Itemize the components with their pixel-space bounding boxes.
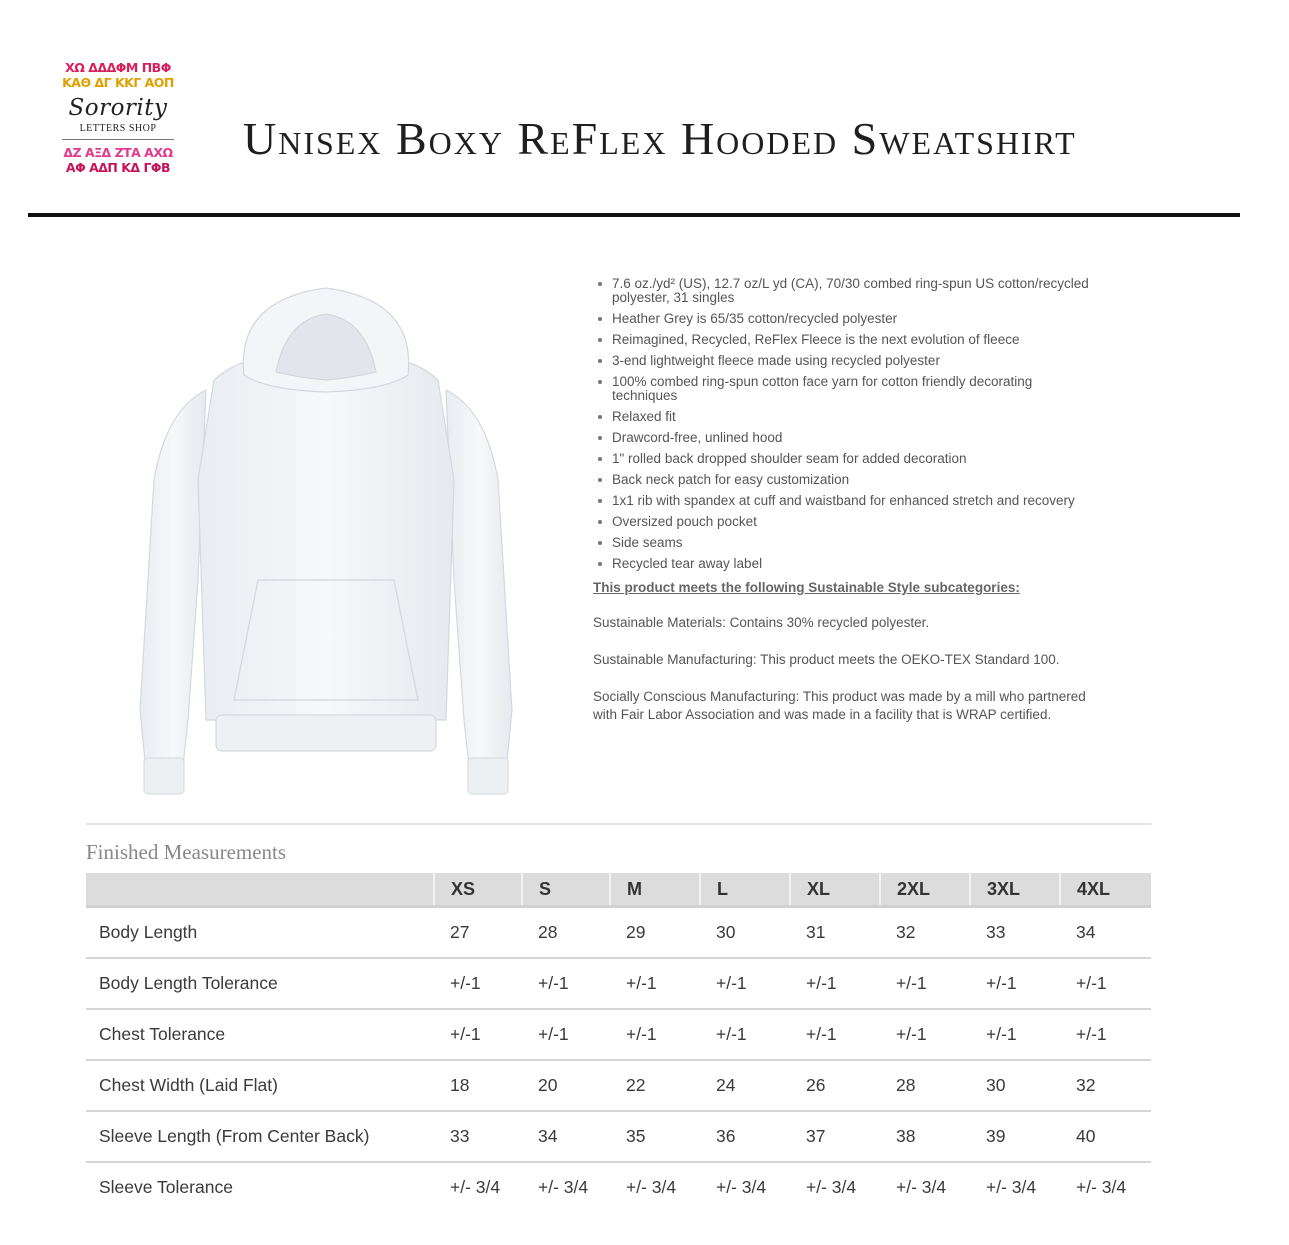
cell: +/- 3/4 <box>538 1177 589 1197</box>
cell: 28 <box>522 907 610 959</box>
row-label: Sleeve Tolerance <box>99 1177 233 1197</box>
cell: +/- 3/4 <box>626 1177 677 1197</box>
feature-item: Relaxed fit <box>612 410 1093 424</box>
cell: +/-1 <box>434 1009 522 1060</box>
logo-divider <box>62 139 174 140</box>
cell: +/-1 <box>880 958 970 1009</box>
header-divider <box>28 213 1240 217</box>
feature-item: Back neck patch for easy customization <box>612 473 1093 487</box>
cell: 29 <box>610 907 700 959</box>
cell: 32 <box>1060 1060 1151 1111</box>
cell: 35 <box>610 1111 700 1162</box>
cell: +/-1 <box>610 958 700 1009</box>
cell: 34 <box>1060 907 1151 959</box>
logo-greek-top-2: ΚΑΘ ΔΓ ΚΚΓ ΑΟΠ <box>62 75 174 90</box>
cell: 36 <box>700 1111 790 1162</box>
section-divider <box>86 823 1151 825</box>
size-header: XS <box>434 873 522 907</box>
cell: +/- 3/4 <box>986 1177 1037 1197</box>
feature-item: 7.6 oz./yd² (US), 12.7 oz/L yd (CA), 70/30 combed ring-spun US cotton/recycled polyester, 31 singles <box>612 277 1093 305</box>
cell: +/-1 <box>970 1009 1060 1060</box>
cell: 31 <box>790 907 880 959</box>
hoodie-image <box>136 280 516 795</box>
cell: +/- 3/4 <box>450 1177 501 1197</box>
cell: 18 <box>434 1060 522 1111</box>
row-label: Chest Width (Laid Flat) <box>86 1060 434 1111</box>
feature-item: 1" rolled back dropped shoulder seam for added decoration <box>612 452 1093 466</box>
sustainable-social: Socially Conscious Manufacturing: This product was made by a mill who partnered with Fair Labor Association and was made in a facility that is WRAP certified. <box>593 689 1086 722</box>
cell: 20 <box>522 1060 610 1111</box>
cell: 26 <box>790 1060 880 1111</box>
cell: 30 <box>970 1060 1060 1111</box>
cell: 32 <box>880 907 970 959</box>
cell: +/-1 <box>522 958 610 1009</box>
feature-item: Side seams <box>612 536 1093 550</box>
size-header: L <box>700 873 790 907</box>
size-header: XL <box>790 873 880 907</box>
cell: +/- 3/4 <box>716 1177 767 1197</box>
sustainable-heading: This product meets the following Sustainable Style subcategories: <box>593 580 1020 595</box>
cell: 40 <box>1060 1111 1151 1162</box>
cell: 33 <box>970 907 1060 959</box>
cell: 37 <box>790 1111 880 1162</box>
feature-item: 1x1 rib with spandex at cuff and waistband for enhanced stretch and recovery <box>612 494 1093 508</box>
cell: 39 <box>970 1111 1060 1162</box>
cell: +/- 3/4 <box>806 1177 857 1197</box>
cell: 24 <box>700 1060 790 1111</box>
size-header: S <box>522 873 610 907</box>
cell: 22 <box>610 1060 700 1111</box>
cell: 33 <box>434 1111 522 1162</box>
sustainable-materials: Sustainable Materials: Contains 30% recycled polyester. <box>593 615 930 630</box>
sustainable-manufacturing: Sustainable Manufacturing: This product meets the OEKO-TEX Standard 100. <box>593 652 1060 667</box>
row-label: Chest Tolerance <box>86 1009 434 1060</box>
cell: +/- 3/4 <box>1076 1177 1127 1197</box>
cell: +/-1 <box>1060 1009 1151 1060</box>
table-row <box>86 1060 1151 1111</box>
feature-item: 100% combed ring-spun cotton face yarn for cotton friendly decorating techniques <box>612 375 1093 403</box>
size-header: 2XL <box>880 873 970 907</box>
cell: +/-1 <box>970 958 1060 1009</box>
table-row <box>86 907 1151 959</box>
brand-logo <box>56 60 180 186</box>
cell: +/-1 <box>1060 958 1151 1009</box>
cell: +/-1 <box>700 1009 790 1060</box>
row-label: Sleeve Length (From Center Back) <box>86 1111 434 1162</box>
table-row <box>86 1009 1151 1060</box>
size-header: 4XL <box>1060 873 1151 907</box>
cell: 34 <box>522 1111 610 1162</box>
row-label: Body Length <box>86 907 434 959</box>
cell: 27 <box>434 907 522 959</box>
feature-item: Drawcord-free, unlined hood <box>612 431 1093 445</box>
page-title: Unisex Boxy ReFlex Hooded Sweatshirt <box>243 113 1077 164</box>
logo-script: Sorority <box>68 95 168 121</box>
cell: 30 <box>700 907 790 959</box>
cell: +/-1 <box>700 958 790 1009</box>
cell: +/-1 <box>790 958 880 1009</box>
feature-item: 3-end lightweight fleece made using recycled polyester <box>612 354 1093 368</box>
cell: +/-1 <box>522 1009 610 1060</box>
cell: +/-1 <box>880 1009 970 1060</box>
table-row <box>86 958 1151 1009</box>
product-features <box>593 277 1093 724</box>
table-row <box>86 1111 1151 1162</box>
cell: +/-1 <box>790 1009 880 1060</box>
size-header: M <box>610 873 700 907</box>
cell: +/-1 <box>610 1009 700 1060</box>
feature-item: Recycled tear away label <box>612 557 1093 571</box>
feature-item: Heather Grey is 65/35 cotton/recycled polyester <box>612 312 1093 326</box>
cell: +/-1 <box>434 958 522 1009</box>
cell: 28 <box>880 1060 970 1111</box>
cell: +/- 3/4 <box>896 1177 947 1197</box>
logo-greek-bottom-1: ΔΖ ΑΞΔ ΖΤΑ ΑΧΩ <box>63 145 173 160</box>
measurements-table <box>86 873 1151 1212</box>
feature-item: Oversized pouch pocket <box>612 515 1093 529</box>
table-row <box>86 1162 1151 1212</box>
feature-item: Reimagined, Recycled, ReFlex Fleece is the next evolution of fleece <box>612 333 1093 347</box>
logo-greek-top-1: ΧΩ ΔΔΔΦΜ ΠΒΦ <box>65 60 171 75</box>
cell: 38 <box>880 1111 970 1162</box>
logo-greek-bottom-2: ΑΦ ΑΔΠ ΚΔ ΓΦΒ <box>65 160 171 175</box>
size-header-row <box>86 873 1151 907</box>
row-label: Body Length Tolerance <box>86 958 434 1009</box>
feature-list <box>593 277 1093 571</box>
size-header-blank <box>86 873 434 907</box>
size-header: 3XL <box>970 873 1060 907</box>
logo-shop: LETTERS SHOP <box>79 123 157 134</box>
measurements-title: Finished Measurements <box>86 840 287 864</box>
